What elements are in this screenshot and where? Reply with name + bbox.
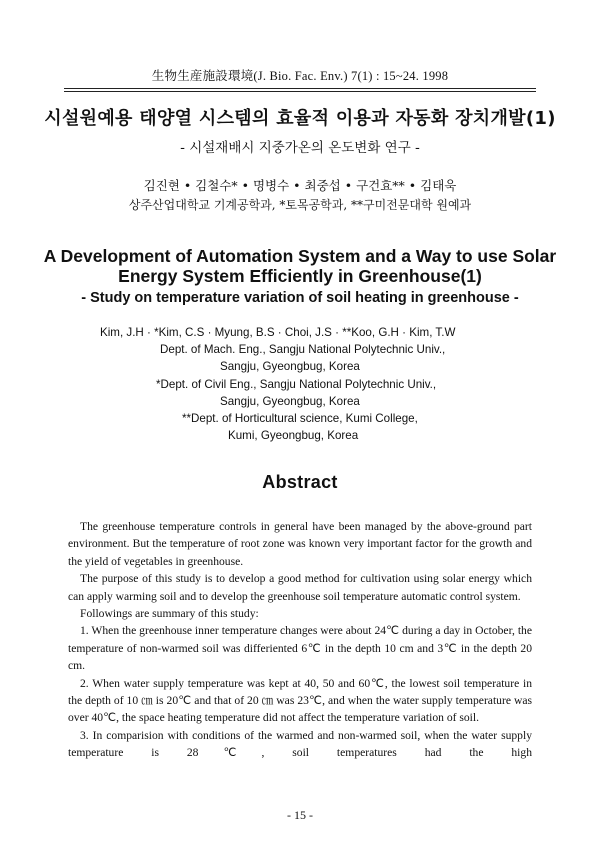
affiliation-line: Sangju, Gyeongbug, Korea <box>220 394 360 408</box>
affiliation-line: Dept. of Mach. Eng., Sangju National Polytechnic Univ., <box>160 343 446 357</box>
english-authors: Kim, J.H · *Kim, C.S · Myung, B.S · Choi, J.S · **Koo, G.H · Kim, T.W <box>100 326 456 339</box>
header-rule-bottom <box>64 91 536 92</box>
abstract-paragraph: 2. When water supply temperature was kept at 40, 50 and 60℃, the lowest soil temperature in the depth of 10 ㎝ is 20℃ and that of 20 ㎝ was 23℃, and when the water supply temperature was over 40℃, the space heating temperature did not affect the temperature variation of soil. <box>68 676 532 725</box>
affiliation-line: Kumi, Gyeongbug, Korea <box>228 429 359 443</box>
korean-authors: 김진현 • 김철수* • 명병수 • 최중섭 • 구건효** • 김태욱 <box>143 178 457 193</box>
korean-title: 시설원예용 태양열 시스템의 효율적 이용과 자동화 장치개발(1) <box>44 108 556 129</box>
abstract-paragraph: 3. In comparision with conditions of the warmed and non-warmed soil, when the water supply temperature is 28℃, soil temperatures had the high <box>68 728 532 760</box>
abstract-paragraph: The greenhouse temperature controls in general have been managed by the above-ground part environment. But the temperature of root zone was known very important factor for the growth and the yield of vegetables in greenhouse. <box>68 520 532 568</box>
korean-subtitle: - 시설재배시 지중가온의 온도변화 연구 - <box>180 140 420 156</box>
english-title <box>40 246 560 286</box>
header-rule-top <box>64 88 536 89</box>
abstract-paragraph: 1. When the greenhouse inner temperature changes were about 24℃ during a day in October, the temperature of non-warmed soil was differiented 6℃ in the depth 10 cm and 3℃ in the depth 20 cm. <box>68 624 532 673</box>
affiliation-line: Sangju, Gyeongbug, Korea <box>220 360 360 374</box>
abstract-paragraph: The purpose of this study is to develop a good method for cultivation using solar energy which can apply warming soil and to develop the greenhouse soil temperature automatic control system. <box>68 572 532 603</box>
english-subtitle: - Study on temperature variation of soil heating in greenhouse - <box>81 290 519 306</box>
korean-affiliations: 상주산업대학교 기계공학과, *토목공학과, **구미전문대학 원예과 <box>128 198 472 212</box>
english-title-line-2: Energy System Efficiently in Greenhouse(1) <box>118 266 482 286</box>
abstract-paragraph: Followings are summary of this study: <box>80 607 259 621</box>
journal-header: 生物生産施設環境(J. Bio. Fac. Env.) 7(1) : 15~24. 1998 <box>151 69 449 83</box>
english-authors-block <box>100 324 560 444</box>
abstract-heading: Abstract <box>262 472 338 492</box>
affiliation-line: *Dept. of Civil Eng., Sangju National Polytechnic Univ., <box>156 377 437 391</box>
page-number: - 15 - <box>287 808 313 822</box>
english-title-line-1: A Development of Automation System and a Way to use Solar <box>43 246 557 266</box>
abstract-body <box>68 518 532 762</box>
affiliation-line: **Dept. of Horticultural science, Kumi College, <box>182 412 418 426</box>
